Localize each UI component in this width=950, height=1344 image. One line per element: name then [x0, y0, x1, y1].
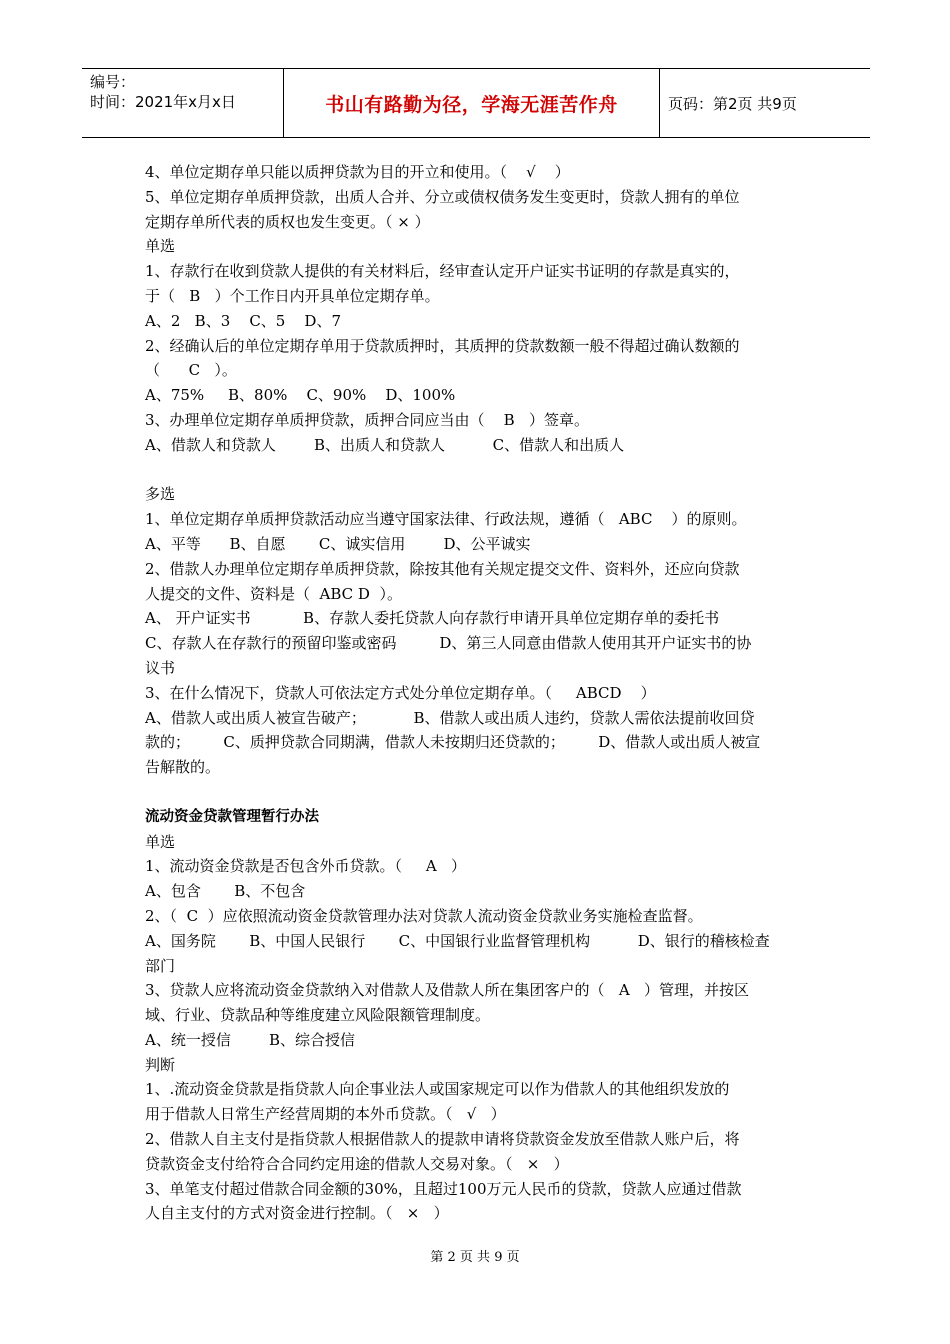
text-line: 2、（ C ）应依照流动资金贷款管理办法对贷款人流动资金贷款业务实施检查监督。 [145, 906, 703, 925]
text-line: 定期存单所代表的质权也发生变更。（ × ） [145, 212, 430, 231]
text-line: A、国务院 B、中国人民银行 C、中国银行业监督管理机构 D、银行的稽核检查 [145, 931, 770, 950]
header-motto-cell [284, 69, 660, 137]
text-line: （ C ）。 [145, 361, 237, 380]
text-line [145, 780, 815, 805]
header-page-cell [660, 69, 870, 137]
text-line: A、平等 B、自愿 C、诚实信用 D、公平诚实 [145, 534, 531, 553]
document-body [145, 160, 815, 1226]
text-line: 2、经确认后的单位定期存单用于贷款质押时，其质押的贷款数额一般不得超过确认数额的 [145, 336, 740, 355]
text-line: 贷款资金支付给符合合同约定用途的借款人交易对象。（ × ） [145, 1154, 569, 1173]
section-heading: 流动资金贷款管理暂行办法 [145, 808, 319, 825]
page-label: 页码：第2页 共9页 [668, 94, 797, 113]
text-line: A、借款人和贷款人 B、出质人和贷款人 C、借款人和出质人 [145, 435, 625, 454]
text-line: 单选 [145, 237, 176, 256]
motto-text: 书山有路勤为径，学海无涯苦作舟 [325, 93, 618, 116]
text-line: 人自主支付的方式对资金进行控制。（ × ） [145, 1204, 449, 1223]
text-line: 部门 [145, 956, 176, 975]
text-line: 3、贷款人应将流动资金贷款纳入对借款人及借款人所在集团客户的（ A ）管理，并按区 [145, 981, 749, 1000]
text-line: 1、流动资金贷款是否包含外币贷款。（ A ） [145, 857, 467, 876]
text-line: A、借款人或出质人被宣告破产； B、借款人或出质人违约，贷款人需依法提前收回贷 [145, 708, 755, 727]
text-line [145, 458, 815, 483]
number-label: 编号： [90, 73, 136, 91]
text-line: A、 开户证实书 B、存款人委托贷款人向存款行申请开具单位定期存单的委托书 [145, 609, 720, 628]
text-line: 1、存款行在收到贷款人提供的有关材料后，经审查认定开户证实书证明的存款是真实的， [145, 262, 740, 281]
text-line: 2、借款人办理单位定期存单质押贷款，除按其他有关规定提交文件、资料外，还应向贷款 [145, 559, 740, 578]
page-footer: 第 2 页 共 9 页 [430, 1250, 520, 1265]
header-info-cell [82, 69, 284, 137]
text-line: 5、单位定期存单质押贷款，出质人合并、分立或债权债务发生变更时，贷款人拥有的单位 [145, 187, 740, 206]
text-line: A、75% B、80% C、90% D、100% [145, 386, 456, 405]
text-line: 人提交的文件、资料是（ ABC D ）。 [145, 584, 402, 603]
text-line: 多选 [145, 485, 176, 504]
text-line: 4、单位定期存单只能以质押贷款为目的开立和使用。（ √ ） [145, 163, 570, 181]
text-line: 单选 [145, 832, 176, 851]
text-line: 1、.流动资金贷款是指贷款人向企事业法人或国家规定可以作为借款人的其他组织发放的 [145, 1080, 730, 1099]
text-line: C、存款人在存款行的预留印鉴或密码 D、第三人同意由借款人使用其开户证实书的协 [145, 634, 752, 653]
text-line: A、2 B、3 C、5 D、7 [145, 311, 341, 330]
text-line: 3、办理单位定期存单质押贷款，质押合同应当由（ B ）签章。 [145, 410, 589, 429]
document-header [82, 68, 870, 138]
text-line: 于（ B ）个工作日内开具单位定期存单。 [145, 286, 440, 305]
date-label: 时间：2021年x月x日 [90, 93, 236, 111]
text-line: 3、单笔支付超过借款合同金额的30%，且超过100万元人民币的贷款，贷款人应通过借款 [145, 1179, 742, 1198]
text-line: A、统一授信 B、综合授信 [145, 1030, 356, 1049]
text-line: 款的； C、质押贷款合同期满，借款人未按期归还贷款的； D、借款人或出质人被宣 [145, 733, 761, 752]
text-line: 域、行业、贷款品种等维度建立风险限额管理制度。 [145, 1006, 491, 1025]
text-line: 3、在什么情况下，贷款人可依法定方式处分单位定期存单。（ ABCD ） [145, 683, 656, 702]
text-line: 判断 [145, 1055, 176, 1074]
text-line: 2、借款人自主支付是指贷款人根据借款人的提款申请将贷款资金发放至借款人账户后，将 [145, 1130, 740, 1149]
text-line: 用于借款人日常生产经营周期的本外币贷款。（ √ ） [145, 1105, 506, 1124]
text-line: 1、单位定期存单质押贷款活动应当遵守国家法律、行政法规，遵循（ ABC ）的原则。 [145, 510, 747, 529]
text-line: 议书 [145, 658, 176, 677]
text-line: 告解散的。 [145, 758, 221, 777]
text-line: A、包含 B、不包含 [145, 882, 306, 901]
